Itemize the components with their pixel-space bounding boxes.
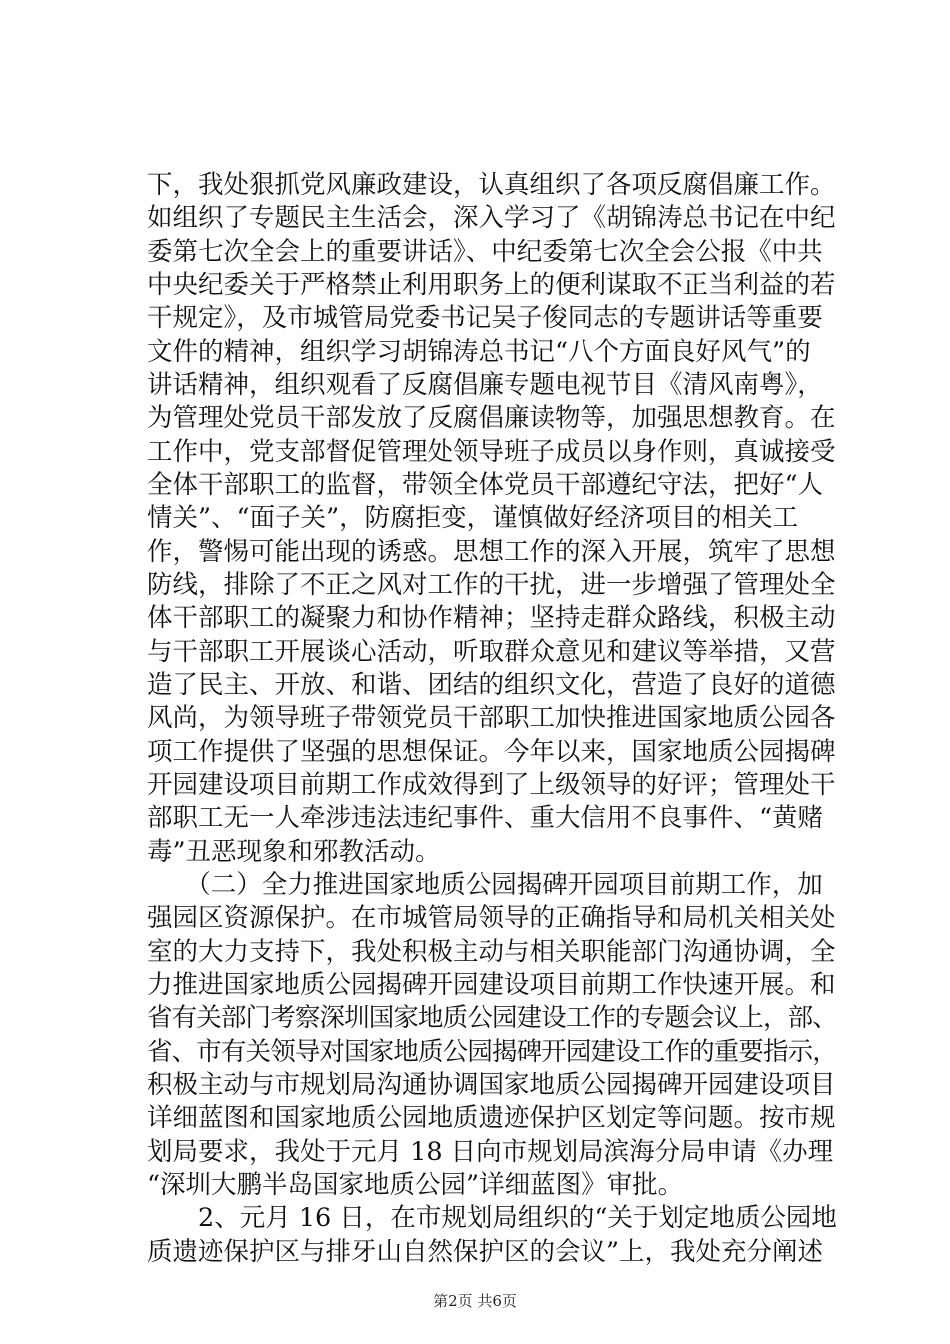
body-text-line: 项工作提供了坚强的思想保证。今年以来，国家地质公园揭碑 (147, 737, 836, 767)
body-text-line: 开园建设项目前期工作成效得到了上级领导的好评；管理处干 (147, 770, 836, 800)
body-text-line: 质遗迹保护区与排牙山自然保护区的会议”上，我处充分阐述 (147, 1237, 824, 1267)
body-text-line: 如组织了专题民主生活会，深入学习了《胡锦涛总书记在中纪 (147, 203, 836, 233)
body-text-line: 风尚，为领导班子带领党员干部职工加快推进国家地质公园各 (147, 703, 836, 733)
body-text-line: 毒”丑恶现象和邪教活动。 (147, 837, 441, 867)
page-number-footer: 第2页 共6页 (433, 1292, 517, 1310)
body-text-line: 与干部职工开展谈心活动，听取群众意见和建议等举措，又营 (147, 637, 836, 667)
body-text-line: 为管理处党员干部发放了反腐倡廉读物等，加强思想教育。在 (147, 403, 836, 433)
body-text-line: 省、市有关领导对国家地质公园揭碑开园建设工作的重要指示， (147, 1037, 837, 1067)
body-text-line: 委第七次全会上的重要讲话》、中纪委第七次全会公报《中共 (147, 237, 823, 267)
body-text-line: 干规定》，及市城管局党委书记吴子俊同志的专题讲话等重要 (147, 303, 823, 333)
body-text-line: 省有关部门考察深圳国家地质公园建设工作的专题会议上，部、 (147, 1003, 837, 1033)
body-text-line: 室的大力支持下，我处积极主动与相关职能部门沟通协调，全 (147, 937, 836, 967)
body-text-line: 划局要求，我处于元月 18 日向市规划局滨海分局申请《办理 (147, 1137, 834, 1167)
body-text-line: 工作中，党支部督促管理处领导班子成员以身作则，真诚接受 (147, 437, 836, 467)
body-text-line: 作，警惕可能出现的诱惑。思想工作的深入开展，筑牢了思想 (147, 537, 836, 567)
body-text-line: 全体干部职工的监督，带领全体党员干部遵纪守法，把好“人 (147, 470, 824, 500)
body-text-line: 下，我处狠抓党风廉政建设，认真组织了各项反腐倡廉工作。 (147, 170, 836, 200)
body-text-line: 防线，排除了不正之风对工作的干扰，进一步增强了管理处全 (147, 570, 836, 600)
body-text-line: 强园区资源保护。在市城管局领导的正确指导和局机关相关处 (147, 903, 836, 933)
body-text-line: 造了民主、开放、和谐、团结的组织文化，营造了良好的道德 (147, 670, 836, 700)
body-text-line: 体干部职工的凝聚力和协作精神；坚持走群众路线，积极主动 (147, 603, 836, 633)
body-text-line: “深圳大鹏半岛国家地质公园”详细蓝图》审批。 (147, 1170, 684, 1200)
body-text-line: 2、元月 16 日，在市规划局组织的“关于划定地质公园地 (147, 1203, 837, 1233)
body-text-line: 情关”、“面子关”，防腐拒变，谨慎做好经济项目的相关工 (147, 503, 799, 533)
body-text-line: 文件的精神，组织学习胡锦涛总书记“八个方面良好风气”的 (147, 337, 811, 367)
body-text-line: 积极主动与市规划局沟通协调国家地质公园揭碑开园建设项目 (147, 1070, 836, 1100)
body-text-line: 部职工无一人牵涉违法违纪事件、重大信用不良事件、“黄赌 (147, 803, 824, 833)
body-text-line: 中央纪委关于严格禁止利用职务上的便利谋取不正当利益的若 (147, 270, 836, 300)
body-text-line: 力推进国家地质公园揭碑开园建设项目前期工作快速开展。和 (147, 970, 836, 1000)
body-text-line: （二）全力推进国家地质公园揭碑开园项目前期工作，加 (147, 870, 823, 900)
body-text-line: 讲话精神，组织观看了反腐倡廉专题电视节目《清风南粤》， (147, 370, 823, 400)
body-text-line: 详细蓝图和国家地质公园地质遗迹保护区划定等问题。按市规 (147, 1103, 836, 1133)
